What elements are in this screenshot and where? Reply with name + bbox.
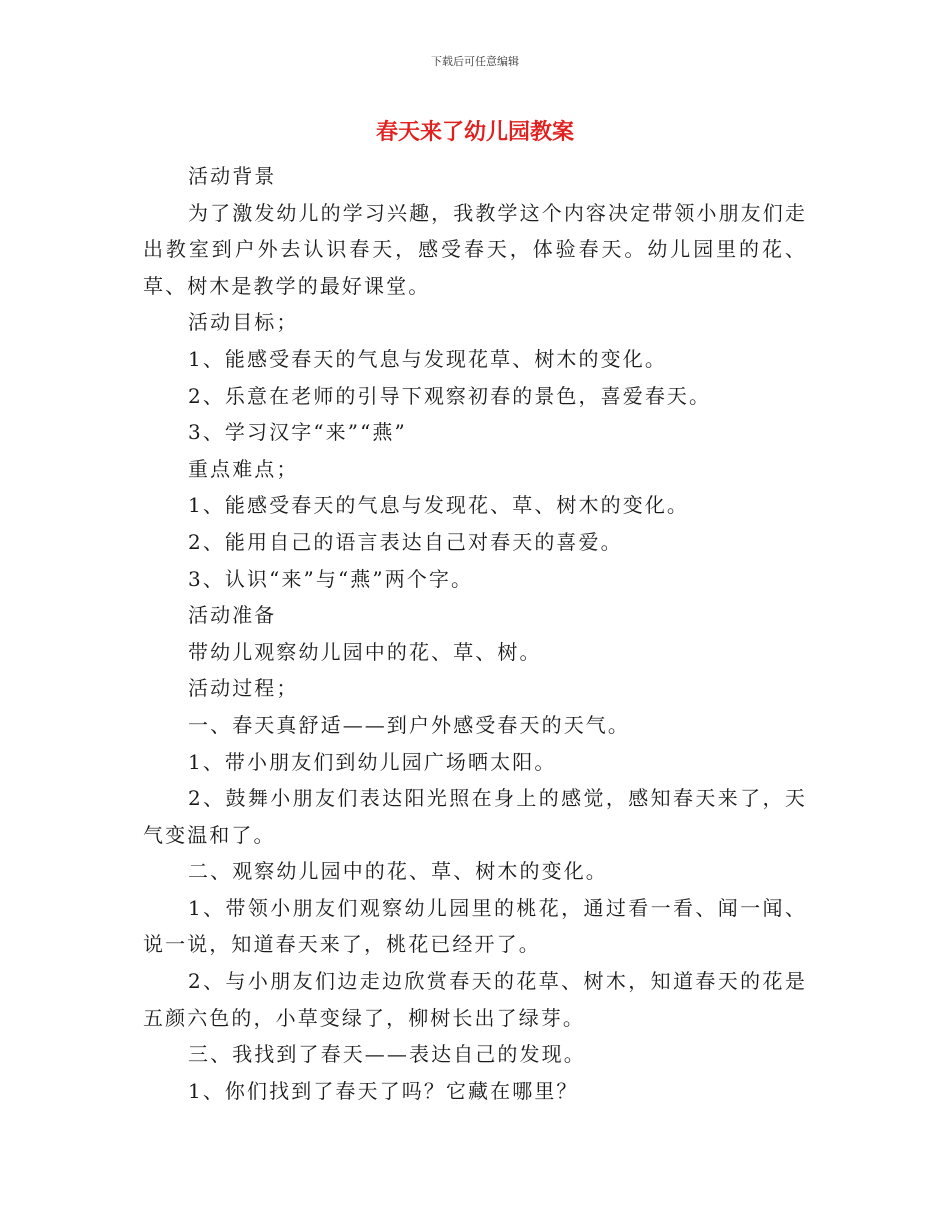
document-title: 春天来了幼儿园教案 — [375, 120, 574, 145]
paragraph: 1、带领小朋友们观察幼儿园里的桃花，通过看一看、闻一闻、说一说，知道春天来了，桃花已经开了。 — [143, 895, 807, 957]
paragraph: 二、观察幼儿园中的花、草、树木的变化。 — [188, 859, 608, 884]
paragraph: 活动准备 — [188, 603, 277, 628]
paragraph: 2、乐意在老师的引导下观察初春的景色，喜爱春天。 — [188, 383, 712, 408]
paragraph: 1、你们找到了春天了吗？它藏在哪里？ — [188, 1078, 579, 1103]
paragraph: 活动目标； — [188, 310, 299, 335]
paragraph: 3、认识“来”与“燕”两个字。 — [188, 566, 474, 591]
paragraph: 一、春天真舒适——到户外感受春天的天气。 — [188, 712, 630, 737]
paragraph: 2、能用自己的语言表达自己对春天的喜爱。 — [188, 529, 623, 554]
paragraph: 1、能感受春天的气息与发现花草、树木的变化。 — [188, 346, 667, 371]
page-header-note: 下载后可任意编辑 — [431, 55, 519, 68]
paragraph: 三、我找到了春天——表达自己的发现。 — [188, 1042, 586, 1067]
paragraph: 2、与小朋友们边走边欣赏春天的花草、树木，知道春天的花是五颜六色的，小草变绿了，柳树长出了绿芽。 — [143, 969, 807, 1030]
paragraph: 1、能感受春天的气息与发现花、草、树木的变化。 — [188, 493, 690, 518]
paragraph: 1、带小朋友们到幼儿园广场晒太阳。 — [188, 749, 557, 774]
paragraph: 3、学习汉字“来”“燕” — [188, 420, 407, 445]
paragraph: 重点难点； — [188, 456, 299, 481]
paragraph: 2、鼓舞小朋友们表达阳光照在身上的感觉，感知春天来了，天气变温和了。 — [143, 786, 807, 847]
paragraph: 为了激发幼儿的学习兴趣，我教学这个内容决定带领小朋友们走出教室到户外去认识春天，感受春天，体验春天。幼儿园里的花、草、树木是教学的最好课堂。 — [143, 200, 807, 298]
paragraph: 带幼儿观察幼儿园中的花、草、树。 — [188, 639, 542, 664]
paragraph: 活动背景 — [188, 164, 277, 188]
paragraph: 活动过程； — [188, 676, 299, 701]
document-body — [143, 158, 807, 1109]
